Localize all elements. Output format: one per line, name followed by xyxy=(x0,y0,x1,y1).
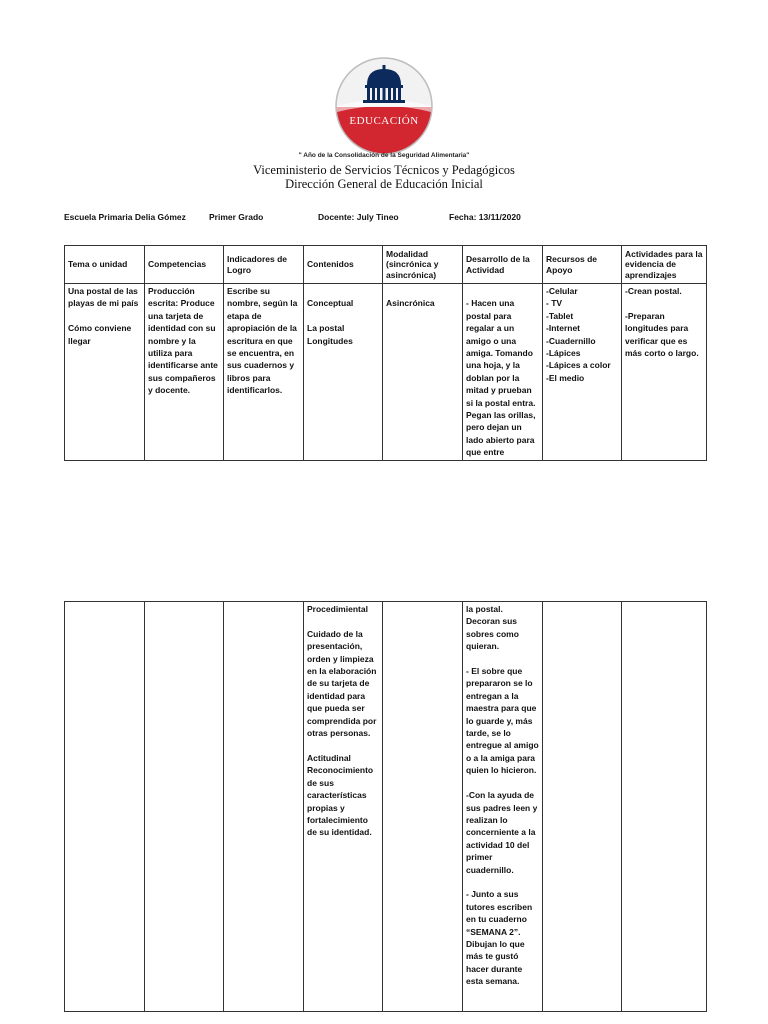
header-line-2: Dirección General de Educación Inicial xyxy=(285,177,483,191)
header-contenidos: Contenidos xyxy=(304,246,383,284)
cell-modalidad: Asincrónica xyxy=(383,284,463,461)
logo-text: EDUCACIÓN xyxy=(349,115,419,127)
cell-desarrollo: - Hacen una postal para regalar a un amigo o una amiga. Tomando una hoja, y la doblan por la mitad y prueban si la postal entra. Pegan las orillas, pero dejan un lado abierto para que entre xyxy=(463,284,543,461)
cell-competencias: Producción escrita: Produce una tarjeta de identidad con su nombre y la utiliza para identificarse ante sus compañeros y docente. xyxy=(145,284,224,461)
cell-indicadores-empty xyxy=(224,602,304,1012)
table-row xyxy=(65,284,707,461)
lesson-plan-table xyxy=(64,245,707,461)
cell-tema: Una postal de las playas de mi país Cómo conviene llegar xyxy=(65,284,145,461)
table-header-row xyxy=(65,246,707,284)
teacher: Docente: July Tineo xyxy=(318,212,399,222)
education-logo xyxy=(333,57,435,155)
header-desarrollo: Desarrollo de la Actividad xyxy=(463,246,543,284)
header-line-1: Viceministerio de Servicios Técnicos y Pedagógicos xyxy=(253,163,515,177)
grade: Primer Grado xyxy=(209,212,264,222)
school-name: Escuela Primaria Delia Gómez xyxy=(64,212,186,222)
lesson-plan-table-continued xyxy=(64,601,707,1012)
header-modalidad: Modalidad (sincrónica y asincrónica) xyxy=(383,246,463,284)
cell-recursos-empty xyxy=(543,602,622,1012)
cell-desarrollo: la postal. Decoran sus sobres como quieran. - El sobre que prepararon se lo entregan a la maestra para que lo guarde y, más tarde, se lo entregue al amigo o a la amiga para quien lo hicieron. -Con la ayuda de sus padres leen y realizan lo concerniente a la actividad 10 del primer cuadernillo. - Junto a sus tutores escriben en tu cuaderno “SEMANA 2”. Dibujan lo que más te gustó hacer durante esta semana. xyxy=(463,602,543,1012)
cell-competencias-empty xyxy=(145,602,224,1012)
date: Fecha: 13/11/2020 xyxy=(449,212,521,222)
cell-contenidos: Conceptual La postal Longitudes xyxy=(304,284,383,461)
cell-actividades: -Crean postal. -Preparan longitudes para verificar que es más corto o largo. xyxy=(622,284,707,461)
header-tema: Tema o unidad xyxy=(65,246,145,284)
header-actividades: Actividades para la evidencia de aprendizajes xyxy=(622,246,707,284)
cell-contenidos: Procedimiental Cuidado de la presentación, orden y limpieza en la elaboración de su tarjeta de identidad para que pueda ser comprendida por otras personas. Actitudinal Reconocimiento de sus características propias y fortalecimiento de su identidad. xyxy=(304,602,383,1012)
motto-text: " Año de la Consolidación de la Seguridad Alimentaria" xyxy=(298,152,470,159)
cell-modalidad-empty xyxy=(383,602,463,1012)
table-row xyxy=(65,602,707,1012)
cell-tema-empty xyxy=(65,602,145,1012)
cell-recursos: -Celular - TV -Tablet -Internet -Cuadernillo -Lápices -Lápices a color -El medio xyxy=(543,284,622,461)
header-recursos: Recursos de Apoyo xyxy=(543,246,622,284)
header-indicadores: Indicadores de Logro xyxy=(224,246,304,284)
cell-actividades-empty xyxy=(622,602,707,1012)
header-competencias: Competencias xyxy=(145,246,224,284)
cell-indicadores: Escribe su nombre, según la etapa de apropiación de la escritura en que se encuentra, en sus cuadernos y libros para identificarlos. xyxy=(224,284,304,461)
